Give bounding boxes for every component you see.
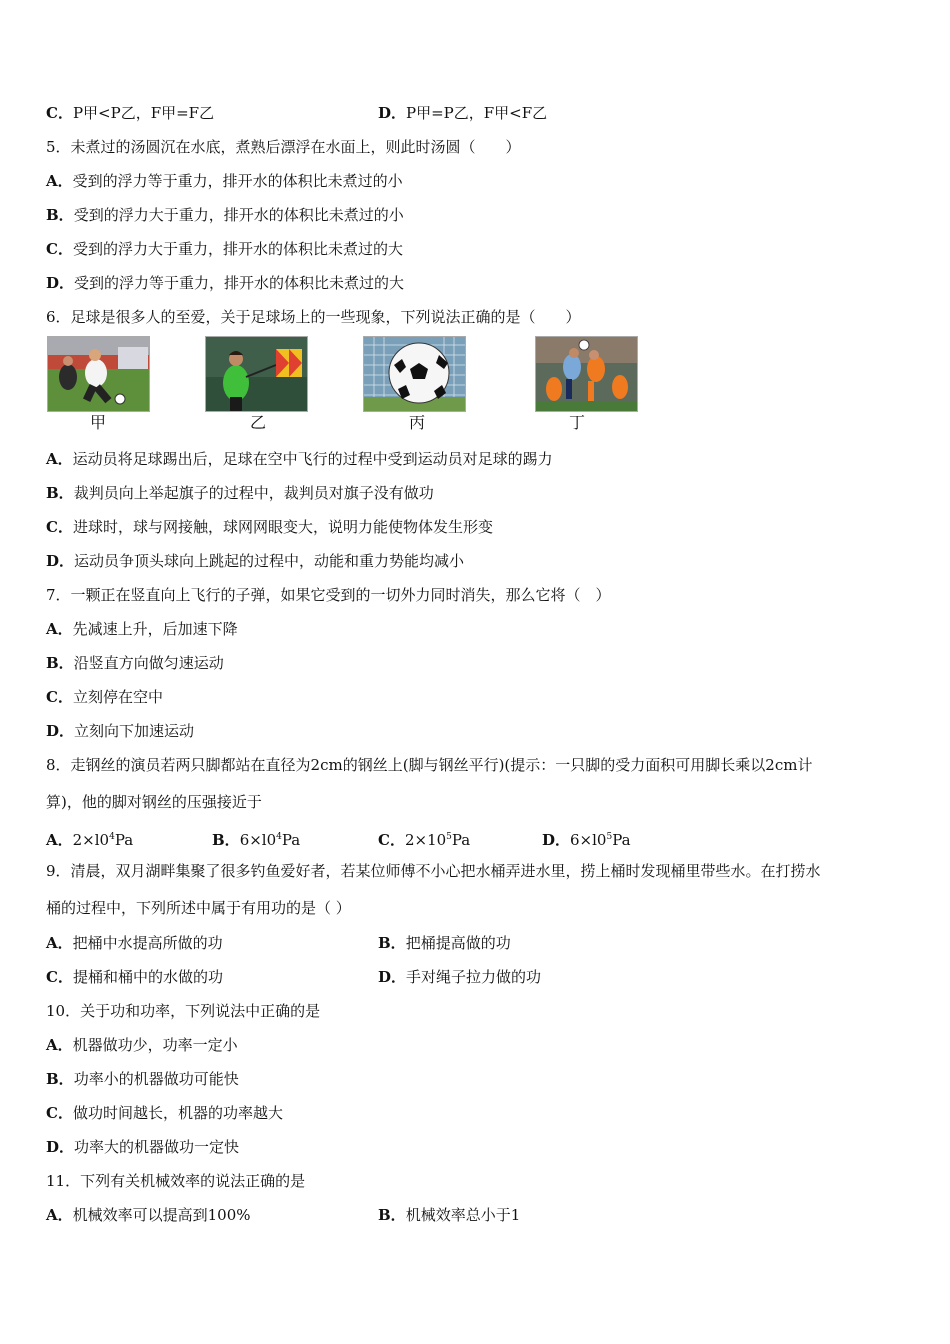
q6-option-b: B．裁判员向上举起旗子的过程中，裁判员对旗子没有做功 [46, 484, 434, 502]
q8-stem-line1: 8．走钢丝的演员若两只脚都站在直径为2cm的钢丝上(脚与钢丝平行)(提示：一只脚的受力面积可用脚长乘以2cm计 [46, 756, 813, 774]
photo-bing-ball-in-net [363, 336, 466, 412]
caption-ding: 丁 [569, 413, 586, 432]
q9-stem-line2: 桶的过程中，下列所述中属于有用功的是（ ） [46, 899, 351, 917]
q11-option-a: A．机械效率可以提高到100% [46, 1206, 251, 1224]
q4-option-c: C．P甲<P乙，F甲=F乙 [46, 104, 215, 122]
q10-option-a: A．机器做功少，功率一定小 [46, 1036, 238, 1054]
q4-option-d-text: P甲=P乙，F甲<F乙 [406, 104, 548, 122]
q6-option-d: D．运动员争顶头球向上跳起的过程中，动能和重力势能均减小 [46, 552, 465, 570]
q4-option-c-text: P甲<P乙，F甲=F乙 [72, 104, 215, 122]
caption-yi: 乙 [250, 413, 267, 432]
q10-option-b: B．功率小的机器做功可能快 [46, 1070, 239, 1088]
q8-option-a: A．$2\times l0^4Pa$ [46, 831, 134, 849]
q7-stem: 7．一颗正在竖直向上飞行的子弹，如果它受到的一切外力同时消失，那么它将（ ） [46, 586, 611, 604]
q5-stem: 5．未煮过的汤圆沉在水底，煮熟后漂浮在水面上，则此时汤圆（ ） [46, 138, 521, 156]
q8-option-b: B．$6\times l0^4Pa$ [212, 831, 301, 849]
q7-option-d: D．立刻向下加速运动 [46, 722, 195, 740]
q9-option-b: B．把桶提高做的功 [378, 934, 511, 952]
q4-option-d: D．P甲=P乙，F甲<F乙 [378, 104, 548, 122]
q8-option-d: D．$6\times l0^5Pa$ [542, 831, 631, 849]
q6-stem: 6．足球是很多人的至爱，关于足球场上的一些现象，下列说法正确的是（ ） [46, 308, 581, 326]
photo-jia-kicking-player [47, 336, 150, 412]
q9-option-d: D．手对绳子拉力做的功 [378, 968, 542, 986]
q5-option-a: A．受到的浮力等于重力，排开水的体积比未煮过的小 [46, 172, 403, 190]
q7-option-b: B．沿竖直方向做匀速运动 [46, 654, 224, 672]
q5-option-b: B．受到的浮力大于重力，排开水的体积比未煮过的小 [46, 206, 404, 224]
q10-stem: 10．关于功和功率，下列说法中正确的是 [46, 1002, 321, 1020]
caption-jia: 甲 [90, 413, 107, 432]
q11-option-b: B．机械效率总小于1 [378, 1206, 521, 1224]
q6-option-c: C．进球时，球与网接触，球网网眼变大，说明力能使物体发生形变 [46, 518, 493, 536]
q10-option-d: D．功率大的机器做功一定快 [46, 1138, 240, 1156]
q6-option-a: A．运动员将足球踢出后，足球在空中飞行的过程中受到运动员对足球的踢力 [46, 450, 553, 468]
q5-option-c: C．受到的浮力大于重力，排开水的体积比未煮过的大 [46, 240, 403, 258]
photo-ding-heading-ball [535, 336, 638, 412]
q9-option-c: C．提桶和桶中的水做的功 [46, 968, 223, 986]
photo-yi-referee-flag [205, 336, 308, 412]
q8-stem-line2: 算)，他的脚对钢丝的压强接近于 [46, 793, 262, 811]
q10-option-c: C．做功时间越长，机器的功率越大 [46, 1104, 283, 1122]
q7-option-c: C．立刻停在空中 [46, 688, 163, 706]
caption-bing: 丙 [409, 413, 426, 432]
q8-option-c: C．$2\times 10^5Pa$ [378, 831, 471, 849]
q9-option-a: A．把桶中水提高所做的功 [46, 934, 223, 952]
q5-option-d: D．受到的浮力等于重力，排开水的体积比未煮过的大 [46, 274, 405, 292]
q7-option-a: A．先减速上升，后加速下降 [46, 620, 238, 638]
q9-stem-line1: 9．清晨，双月湖畔集聚了很多钓鱼爱好者，若某位师傅不小心把水桶弄进水里，捞上桶时发现桶里带些水。在打捞水 [46, 862, 821, 880]
q11-stem: 11．下列有关机械效率的说法正确的是 [46, 1172, 306, 1190]
